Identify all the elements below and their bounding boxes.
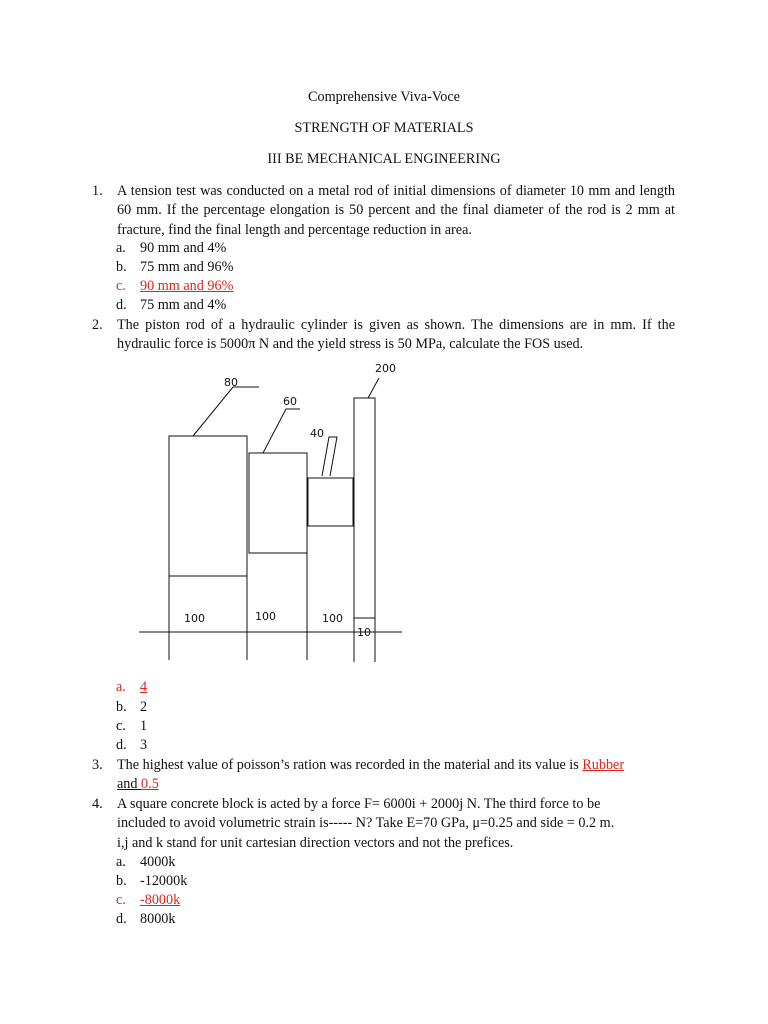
option-letter: b. [116, 259, 127, 275]
step-60-body [249, 453, 307, 553]
leader-80 [193, 387, 259, 436]
length-label-2: 100 [255, 610, 276, 623]
option-letter: d. [116, 737, 127, 753]
option-2a-answer[interactable] [0, 678, 768, 697]
option-4d[interactable] [0, 910, 768, 929]
option-text: 90 mm and 4% [140, 240, 227, 256]
option-letter: b. [116, 873, 127, 889]
answer-value: 0.5 [141, 776, 159, 793]
question-text [117, 795, 675, 853]
option-letter: b. [116, 699, 127, 715]
length-label-1: 100 [184, 612, 205, 625]
option-text: 75 mm and 96% [140, 259, 234, 275]
class-title: III BE MECHANICAL ENGINEERING [267, 151, 501, 167]
step-40-body [308, 478, 353, 526]
length-label-4: 10 [357, 626, 371, 639]
option-text: 3 [140, 737, 148, 753]
option-letter: a. [116, 679, 126, 695]
option-letter: c. [116, 278, 126, 294]
option-4a[interactable] [0, 853, 768, 872]
option-text: 8000k [140, 911, 176, 927]
doc-title: Comprehensive Viva-Voce [308, 89, 460, 105]
question-number: 4. [92, 796, 103, 812]
question-number: 1. [92, 183, 103, 199]
option-text: 4 [140, 679, 148, 695]
option-text: -12000k [140, 873, 188, 889]
option-text: 2 [140, 699, 148, 715]
option-letter: d. [116, 911, 127, 927]
option-2b[interactable] [0, 698, 768, 717]
question-line-2: included to avoid volumetric strain is----- N? Take E=70 GPa, μ=0.25 and side = 0.2 m. [117, 815, 615, 832]
leader-40 [322, 437, 337, 476]
option-letter: d. [116, 297, 127, 313]
question-number: 2. [92, 317, 103, 333]
dia-label-200: 200 [375, 362, 396, 375]
leader-60 [263, 409, 300, 453]
answer-material: Rubber [582, 757, 625, 773]
question-text [117, 756, 675, 795]
option-text: 1 [140, 718, 148, 734]
question-text: A tension test was conducted on a metal rod of initial dimensions of diameter 10 mm and length 60 mm. If the percentage elongation is 50 percent and the final diameter of the rod is 2 mm at fracture, find the final length and percentage reduction in area. [117, 183, 675, 238]
option-text: 4000k [140, 854, 176, 870]
subject-title: STRENGTH OF MATERIALS [294, 120, 474, 136]
question-text: The piston rod of a hydraulic cylinder is given as shown. The dimensions are in mm. If the hydraulic force is 5000π N and the yield stress is 50 MPa, calculate the FOS used. [117, 317, 675, 353]
option-text: 90 mm and 96% [140, 278, 234, 294]
option-4c-answer[interactable] [0, 891, 768, 910]
option-letter: a. [116, 240, 126, 256]
leader-200 [368, 378, 379, 398]
dia-label-40: 40 [310, 427, 324, 440]
option-text: -8000k [140, 892, 181, 908]
length-label-3: 100 [322, 612, 343, 625]
dia-label-60: 60 [283, 395, 297, 408]
option-2c[interactable] [0, 717, 768, 736]
option-letter: c. [116, 892, 126, 908]
dia-label-80: 80 [224, 376, 238, 389]
option-2d[interactable] [0, 736, 768, 755]
collar-200-body [354, 398, 375, 618]
option-letter: a. [116, 854, 126, 870]
question-line-3: i,j and k stand for unit cartesian direction vectors and not the prefices. [117, 834, 514, 851]
option-4b[interactable] [0, 872, 768, 891]
question-stem: The highest value of poisson’s ration was recorded in the material and its value is [117, 757, 579, 773]
question-number: 3. [92, 757, 103, 773]
step-80-body [169, 436, 247, 576]
question-line-1: A square concrete block is acted by a force F= 6000i + 2000j N. The third force to be [117, 796, 601, 812]
option-text: 75 mm and 4% [140, 297, 227, 313]
answer-connector: and [117, 776, 138, 793]
option-letter: c. [116, 718, 126, 734]
